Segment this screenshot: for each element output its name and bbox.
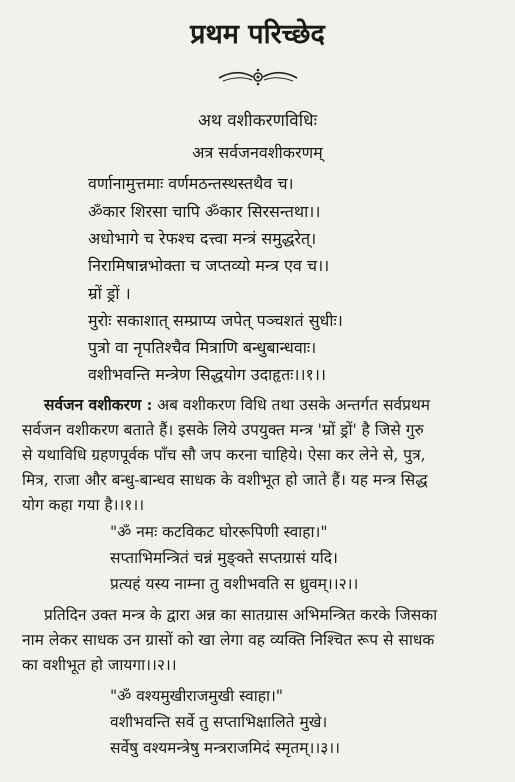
paragraph-line: अब वशीकरण विधि तथा उसके अन्तर्गत सर्वप्रथम — [157, 396, 431, 414]
flourish-ornament-icon — [217, 66, 299, 88]
verse-line: ॐकार शिरसा चापि ॐकार सिरसन्तथा।। — [88, 202, 321, 221]
commentary-paragraph-2 — [22, 603, 498, 678]
verse-line: मुरोः सकाशात् सम्प्राप्य जपेत् पञ्चशतं सुधीः। — [88, 311, 343, 330]
paragraph-line: से यथाविधि ग्रहणपूर्वक पाँच सौ जप करना चाहिये। ऐसा कर लेने से, पुत्र, — [22, 446, 426, 464]
mantra-line: "ॐ नमः कटविकट घोररूपिणी स्वाहा।" — [110, 523, 328, 541]
sub-heading: अत्र सर्वजनवशीकरणम् — [192, 143, 323, 162]
verse-line: वशीभवन्ति सर्वे तु सप्ताभिक्षालिते मुखे। — [110, 713, 328, 731]
verse-line: वशीभवन्ति मन्त्रेण सिद्धयोग उदाहृतः।।१।। — [88, 365, 326, 384]
verse-line: पुत्रो वा नृपतिश्चैव मित्राणि बन्धुबान्धवाः। — [88, 338, 317, 357]
verse-line: सर्वेषु वश्यमन्त्रेषु मन्त्रराजमिदं स्मृतम्।।३।। — [110, 739, 341, 757]
paragraph-line: प्रतिदिन उक्त मन्त्र के द्वारा अन्न का सातग्रास अभिमन्त्रित करके जिसका — [44, 606, 438, 624]
paragraph-line: मित्र, राजा और बन्धु-बान्धव साधक के वशीभूत हो जाते हैं। यह मन्त्र सिद्ध — [22, 471, 428, 489]
paragraph-line: सर्वजन वशीकरण बताते हैं। इसके लिये उपयुक्त मन्त्र 'म्रों ड्रों' है जिसे गुरु — [22, 421, 424, 439]
chapter-title: प्रथम परिच्छेद — [190, 19, 325, 50]
paragraph-line: का वशीभूत हो जायगा।।२।। — [22, 656, 177, 674]
section-heading: अथ वशीकरणविधिः — [197, 111, 318, 131]
verse-line: प्रत्यहं यस्य नाम्ना तु वशीभवति स ध्रुवम्।।२।। — [110, 575, 359, 593]
verse-line: वर्णानामुत्तमाः वर्णमठन्तस्थस्तथैव च। — [88, 174, 294, 193]
commentary-paragraph-1 — [22, 392, 498, 518]
verse-line: निरामिषान्नभोक्ता च जप्तव्यो मन्त्र एव च।। — [88, 256, 330, 275]
mantra-line: "ॐ वश्यमुखीराजमुखी स्वाहा।" — [110, 687, 284, 705]
verse-line: अधोभागे च रेफश्च दत्त्वा मन्त्रं समुद्धरेत्। — [88, 229, 317, 248]
paragraph-line: नाम लेकर साधक उन ग्रासों को खा लेगा वह व्यक्ति निश्चित रूप से साधक — [22, 631, 435, 649]
paragraph-line: योग कहा गया है।।१।। — [22, 496, 145, 514]
verse-line: सप्ताभिमन्त्रितं चन्नं मुङ्क्ते सप्तग्रासं यदि। — [110, 549, 338, 567]
paragraph-lead: सर्वजन वशीकरण : — [44, 395, 153, 414]
verse-line: म्रों ड्रों । — [88, 284, 131, 303]
